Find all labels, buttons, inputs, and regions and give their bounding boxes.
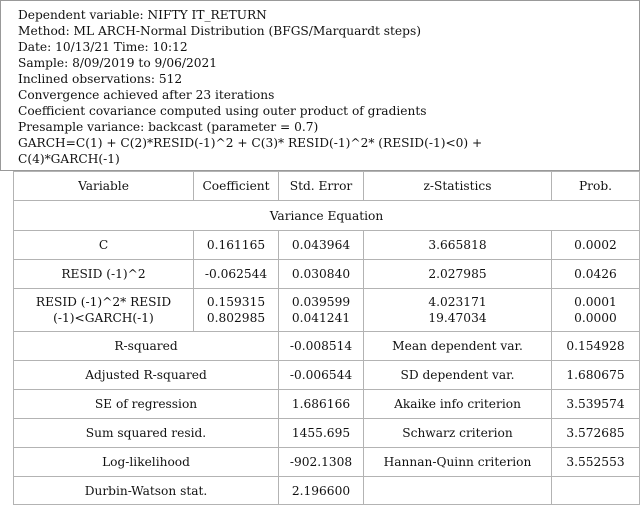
std-error-cell: 0.043964: [279, 231, 364, 260]
convergence-line: Convergence achieved after 23 iterations: [18, 88, 275, 102]
stat-label-2: Hannan-Quinn criterion: [364, 448, 552, 477]
results-table: [13, 171, 640, 505]
observations-line: Inclined observations: 512: [18, 72, 183, 86]
stats-row: [14, 477, 640, 505]
stat-label: Log-likelihood: [14, 448, 279, 477]
stat-value: -902.1308: [279, 448, 364, 477]
stat-value-2: 3.572685: [552, 419, 640, 448]
stats-row: [14, 390, 640, 419]
section-row: [14, 201, 640, 231]
table-row: [14, 260, 640, 289]
stats-row: [14, 448, 640, 477]
table-row-combined: [14, 289, 640, 332]
stat-label-2: Mean dependent var.: [364, 332, 552, 361]
stat-label-2: Akaike info criterion: [364, 390, 552, 419]
date-line: Date: 10/13/21 Time: 10:12: [18, 40, 188, 54]
coefficient-value: 0.802985: [206, 311, 266, 325]
prob-value: 0.0001: [574, 295, 617, 309]
stat-label-2: [364, 477, 552, 505]
prob-cell: 0.0426: [552, 260, 640, 289]
stat-value: 2.196600: [279, 477, 364, 505]
garch-equation-line: GARCH=C(1) + C(2)*RESID(-1)^2 + C(3)* RESID(-1)^2* (RESID(-1)<0) +: [18, 136, 483, 150]
stats-row: [14, 332, 640, 361]
estimation-header: [0, 0, 640, 171]
variable-line: RESID (-1)^2* RESID: [35, 295, 172, 309]
stat-value-2: 3.552553: [552, 448, 640, 477]
stat-value-2: 3.539574: [552, 390, 640, 419]
presample-line: Presample variance: backcast (parameter = 0.7): [18, 120, 319, 134]
stat-label: SE of regression: [14, 390, 279, 419]
variable-cell: RESID (-1)^2: [14, 260, 194, 289]
variable-cell: C: [14, 231, 194, 260]
col-header-std-error: Std. Error: [279, 172, 364, 201]
stat-label: Durbin-Watson stat.: [14, 477, 279, 505]
std-error-value: 0.041241: [291, 311, 351, 325]
std-error-value: 0.039599: [291, 295, 351, 309]
covariance-line: Coefficient covariance computed using outer product of gradients: [18, 104, 427, 118]
variable-cell: [14, 289, 194, 332]
z-statistic-value: 19.47034: [428, 311, 487, 325]
sample-line: Sample: 8/09/2019 to 9/06/2021: [18, 56, 218, 70]
coefficient-cell: [194, 289, 279, 332]
stat-value-2: 0.154928: [552, 332, 640, 361]
z-statistic-value: 4.023171: [428, 295, 487, 309]
method-line: Method: ML ARCH-Normal Distribution (BFGS/Marquardt steps): [18, 24, 421, 38]
coefficient-value: 0.159315: [206, 295, 266, 309]
z-statistic-cell: 2.027985: [364, 260, 552, 289]
coefficient-cell: 0.161165: [194, 231, 279, 260]
std-error-cell: [279, 289, 364, 332]
stat-label: Sum squared resid.: [14, 419, 279, 448]
garch-equation-line-2: C(4)*GARCH(-1): [18, 152, 120, 166]
variable-line: (-1)<GARCH(-1): [53, 311, 154, 325]
std-error-cell: 0.030840: [279, 260, 364, 289]
col-header-variable: Variable: [14, 172, 194, 201]
stats-row: [14, 361, 640, 390]
dependent-variable-line: Dependent variable: NIFTY IT_RETURN: [18, 8, 267, 22]
prob-cell: 0.0002: [552, 231, 640, 260]
stats-row: [14, 419, 640, 448]
z-statistic-cell: [364, 289, 552, 332]
stat-label-2: Schwarz criterion: [364, 419, 552, 448]
stat-value: -0.008514: [279, 332, 364, 361]
coefficient-cell: -0.062544: [194, 260, 279, 289]
col-header-coefficient: Coefficient: [194, 172, 279, 201]
table-header-row: [14, 172, 640, 201]
prob-value: 0.0000: [574, 311, 617, 325]
stat-value: 1.686166: [279, 390, 364, 419]
stat-label-2: SD dependent var.: [364, 361, 552, 390]
col-header-prob: Prob.: [552, 172, 640, 201]
prob-cell: [552, 289, 640, 332]
table-row: [14, 231, 640, 260]
stat-value: 1455.695: [279, 419, 364, 448]
z-statistic-cell: 3.665818: [364, 231, 552, 260]
col-header-z-statistics: z-Statistics: [364, 172, 552, 201]
stat-value-2: [552, 477, 640, 505]
stat-value: -0.006544: [279, 361, 364, 390]
stat-label: Adjusted R-squared: [14, 361, 279, 390]
stat-label: R-squared: [14, 332, 279, 361]
section-title: Variance Equation: [14, 201, 640, 231]
stat-value-2: 1.680675: [552, 361, 640, 390]
